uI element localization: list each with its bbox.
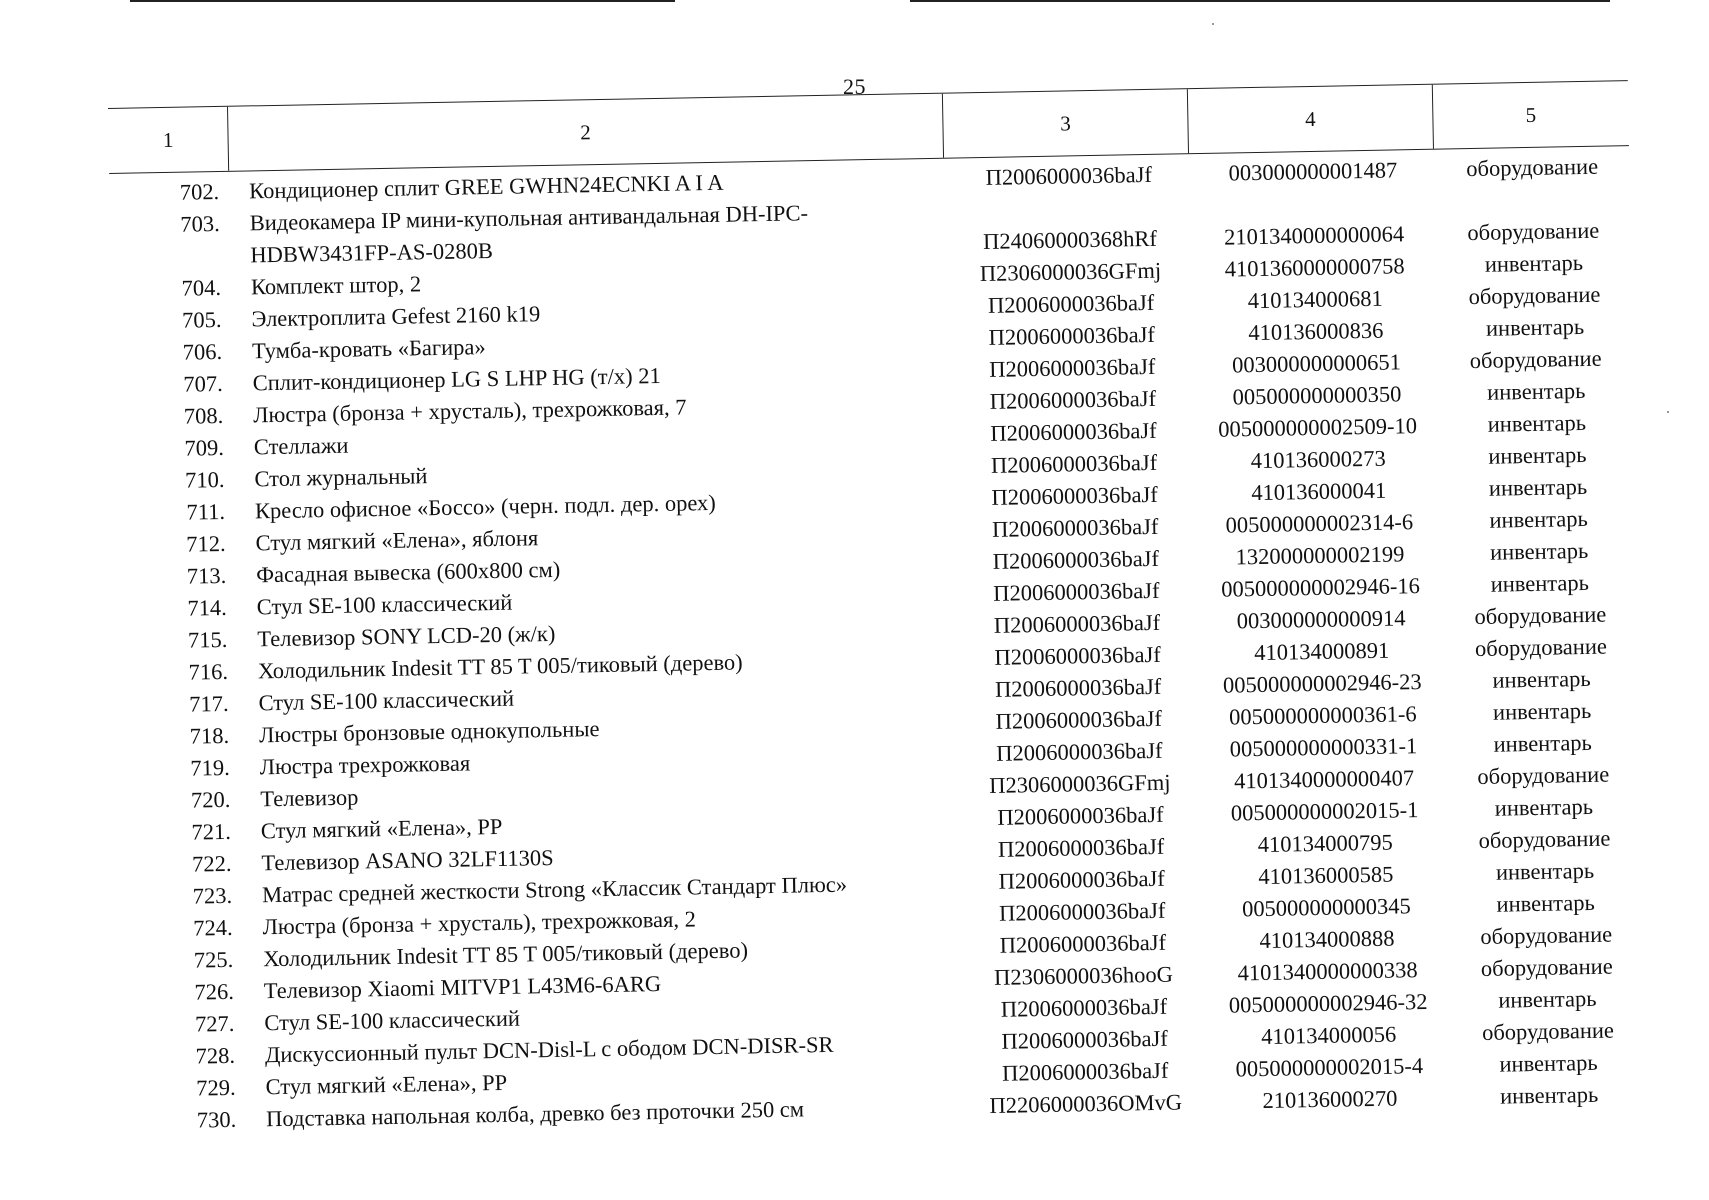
item-name: Стул SE-100 классический [256, 589, 513, 620]
item-code: П2006000036baJf [989, 385, 1157, 414]
inventory-number: 005000000000345 [1241, 893, 1412, 922]
item-category: оборудование [1469, 345, 1602, 374]
item-code: П2306000036hooG [993, 961, 1174, 990]
item-name: Телевизор ASANO 32LF1130S [261, 844, 554, 876]
header-col-1: 1 [108, 107, 229, 173]
item-code: П2006000036baJf [995, 737, 1163, 766]
scan-edge-line [130, 0, 675, 2]
item-code: П2306000036GFmj [979, 257, 1162, 287]
item-name: Видеокамера IP мини-купольная антивандальная DH-IPC-HDBW3431FP-AS-0280B [249, 200, 809, 268]
item-category: инвентарь [1490, 569, 1590, 597]
item-name: Холодильник Indesit TT 85 T 005/тиковый (дерево) [263, 937, 749, 972]
item-category: оборудование [1474, 633, 1608, 662]
item-category: инвентарь [1488, 473, 1588, 501]
inventory-number: 410134000888 [1259, 925, 1395, 954]
inventory-number: 4101340000000407 [1233, 765, 1415, 794]
item-name: Люстра трехрожковая [259, 750, 471, 780]
inventory-number: 132000000002199 [1235, 541, 1405, 570]
item-code: П2006000036baJf [991, 513, 1159, 542]
item-name: Телевизор SONY LCD-20 (ж/к) [257, 620, 556, 652]
inventory-number: 005000000000361-6 [1228, 701, 1417, 730]
item-name: Комплект штор, 2 [250, 271, 422, 300]
item-name: Телевизор Xiaomi MITVP1 L43M6-6ARG [263, 971, 662, 1004]
scan-speck [1667, 411, 1669, 413]
table-body [109, 146, 1646, 1138]
item-code: П2006000036baJf [994, 673, 1162, 702]
item-category: инвентарь [1496, 889, 1595, 917]
item-code: П2006000036baJf [990, 449, 1158, 478]
row-number: 713. [186, 562, 227, 589]
item-code: П2006000036baJf [988, 321, 1156, 350]
row-number: 709. [184, 434, 225, 461]
row-number: 723. [192, 882, 233, 909]
item-category: инвентарь [1489, 537, 1589, 565]
inventory-number: 410136000585 [1258, 861, 1394, 890]
item-code: П2006000036baJf [1000, 993, 1168, 1022]
inventory-number: 005000000002946-23 [1222, 669, 1422, 698]
item-category: инвентарь [1499, 1081, 1599, 1109]
row-number: 730. [196, 1106, 237, 1133]
item-code: П2006000036baJf [1001, 1025, 1168, 1054]
inventory-number: 2101340000000064 [1223, 221, 1405, 250]
item-name: Дискуссионный пульт DCN-Disl-L с ободом DCN-DISR-SR [264, 1031, 834, 1068]
item-category: инвентарь [1493, 729, 1593, 757]
item-name: Подставка напольная колба, древко без проточки 250 см [265, 1096, 805, 1132]
item-name: Телевизор [260, 784, 359, 812]
row-number: 706. [182, 338, 223, 365]
row-number: 703. [180, 210, 220, 237]
item-name: Люстра (бронза + хрусталь), трехрожковая, 2 [262, 906, 697, 940]
item-name: Люстра (бронза + хрусталь), трехрожковая, 7 [253, 394, 687, 428]
item-category: инвентарь [1488, 441, 1587, 469]
item-name: Стул мягкий «Елена», РР [265, 1069, 508, 1100]
row-number: 714. [187, 594, 228, 621]
item-code: П2006000036baJf [993, 609, 1161, 638]
row-number: 721. [191, 818, 232, 845]
item-name: Стул SE-100 классический [264, 1005, 521, 1036]
inventory-number: 4101340000000338 [1237, 957, 1418, 986]
row-number: 720. [190, 786, 231, 813]
page-number: 25 [843, 74, 866, 99]
header-col-4: 4 [1188, 85, 1434, 153]
inventory-number: 410134000891 [1254, 637, 1390, 666]
row-number: 724. [193, 914, 233, 941]
header-col-3: 3 [943, 89, 1189, 157]
row-number: 711. [186, 498, 226, 525]
row-number: 712. [186, 530, 226, 557]
inventory-number: 003000000000651 [1231, 349, 1402, 378]
item-category: инвентарь [1489, 505, 1588, 533]
inventory-number: 410134000795 [1257, 829, 1393, 858]
inventory-table [108, 80, 1647, 1138]
row-number: 728. [195, 1042, 236, 1069]
item-name: Люстры бронзовые однокупольные [258, 716, 600, 748]
item-code: П2006000036baJf [994, 641, 1161, 670]
inventory-number: 005000000002509-10 [1218, 413, 1418, 442]
item-category: инвентарь [1492, 665, 1591, 693]
row-number: 729. [195, 1074, 236, 1101]
item-code: П2006000036baJf [993, 577, 1160, 606]
item-name: Стеллажи [253, 432, 349, 460]
inventory-number: 005000000000350 [1232, 381, 1402, 410]
item-name: Сплит-кондиционер LG S LHP HG (т/х) 21 [252, 362, 661, 396]
item-code: П2006000036baJf [998, 897, 1166, 926]
item-name: Фасадная вывеска (600х800 см) [255, 556, 561, 588]
item-name: Стол журнальный [254, 463, 428, 492]
item-name: Холодильник Indesit TT 85 T 005/тиковый (дерево) [257, 649, 743, 684]
row-number: 715. [187, 626, 228, 653]
inventory-number: 410134000681 [1247, 285, 1383, 314]
item-code: П2006000036baJf [999, 929, 1167, 958]
inventory-number: 005000000002314-6 [1225, 509, 1414, 538]
item-category: оборудование [1466, 153, 1599, 182]
inventory-number: 005000000002946-16 [1220, 573, 1421, 602]
item-name: Кондиционер сплит GREE GWHN24ECNKI A I A [248, 169, 724, 204]
item-code: П2206000036OMvG [989, 1089, 1183, 1119]
header-col-5: 5 [1525, 102, 1537, 128]
item-code: П2006000036baJf [997, 801, 1164, 830]
row-number: 707. [183, 370, 223, 397]
item-code: П2006000036baJf [995, 705, 1163, 734]
row-number: 719. [190, 754, 230, 781]
item-code: П2006000036baJf [992, 545, 1160, 574]
row-number: 725. [193, 946, 234, 973]
item-name: Кресло офисное «Боссо» (черн. подл. дер. орех) [254, 489, 716, 524]
item-code: П2006000036baJf [1001, 1057, 1169, 1086]
inventory-number: 003000000001487 [1228, 157, 1398, 186]
inventory-number: 4101360000000758 [1224, 253, 1405, 282]
item-name: Электроплита Gefest 2160 k19 [251, 301, 541, 332]
item-code: П2006000036baJf [990, 417, 1157, 446]
row-number: 716. [188, 658, 229, 685]
item-name: Тумба-кровать «Багира» [251, 334, 486, 364]
inventory-number: 410136000041 [1251, 477, 1387, 506]
row-number: 702. [179, 178, 220, 205]
row-number: 704. [181, 274, 222, 301]
item-code: П2006000036baJf [987, 289, 1155, 318]
item-category: оборудование [1480, 921, 1613, 949]
row-number: 718. [189, 722, 230, 749]
inventory-number: 210136000270 [1262, 1085, 1398, 1114]
item-category: инвентарь [1494, 793, 1594, 821]
scan-edge-line [910, 0, 1610, 2]
item-category: инвентарь [1495, 857, 1595, 885]
row-number: 727. [194, 1010, 235, 1037]
item-category: инвентарь [1498, 985, 1597, 1013]
item-category: оборудование [1467, 217, 1600, 246]
item-name: Стул мягкий «Елена», яблоня [255, 525, 539, 556]
row-number: 708. [183, 402, 224, 429]
row-number: 717. [188, 690, 229, 717]
item-code: П2006000036baJf [998, 865, 1166, 894]
inventory-number: 410136000273 [1250, 445, 1386, 474]
item-code: П2006000036baJf [991, 481, 1158, 510]
item-name: Матрас средней жесткости Strong «Классик Стандарт Плюс» [261, 871, 848, 908]
inventory-number: 410134000056 [1261, 1021, 1397, 1050]
header-col-2: 2 [228, 94, 944, 171]
item-category: инвентарь [1485, 313, 1585, 341]
item-category: оборудование [1481, 1017, 1615, 1045]
item-category: инвентарь [1499, 1049, 1598, 1077]
item-code: П2006000036baJf [988, 353, 1156, 382]
item-code: П2306000036GFmj [989, 769, 1171, 798]
row-number: 726. [194, 978, 235, 1005]
item-category: оборудование [1468, 281, 1601, 310]
item-name: Стул мягкий «Елена», РР [260, 813, 503, 844]
inventory-number: 005000000000331-1 [1229, 733, 1418, 762]
item-category: оборудование [1474, 601, 1607, 630]
row-number: 710. [184, 466, 225, 493]
row-number: 722. [191, 850, 232, 877]
item-category: инвентарь [1484, 249, 1584, 277]
scan-speck [1212, 23, 1214, 25]
item-code: П2006000036baJf [985, 161, 1153, 190]
item-category: оборудование [1478, 825, 1611, 854]
inventory-number: 003000000000914 [1236, 605, 1406, 634]
inventory-number: 410136000836 [1248, 317, 1384, 346]
item-code: П2006000036baJf [997, 833, 1165, 862]
item-category: оборудование [1477, 761, 1610, 790]
item-category: инвентарь [1492, 697, 1592, 725]
item-code: П24060000368hRf [982, 225, 1158, 254]
item-category: оборудование [1480, 953, 1613, 981]
inventory-number: 005000000002946-32 [1228, 988, 1428, 1018]
inventory-number: 005000000002015-4 [1235, 1053, 1424, 1082]
row-number: 705. [181, 306, 222, 333]
item-category: инвентарь [1487, 409, 1587, 437]
item-category: инвентарь [1486, 377, 1586, 405]
item-name: Стул SE-100 классический [258, 685, 515, 716]
inventory-number: 005000000002015-1 [1230, 797, 1419, 826]
